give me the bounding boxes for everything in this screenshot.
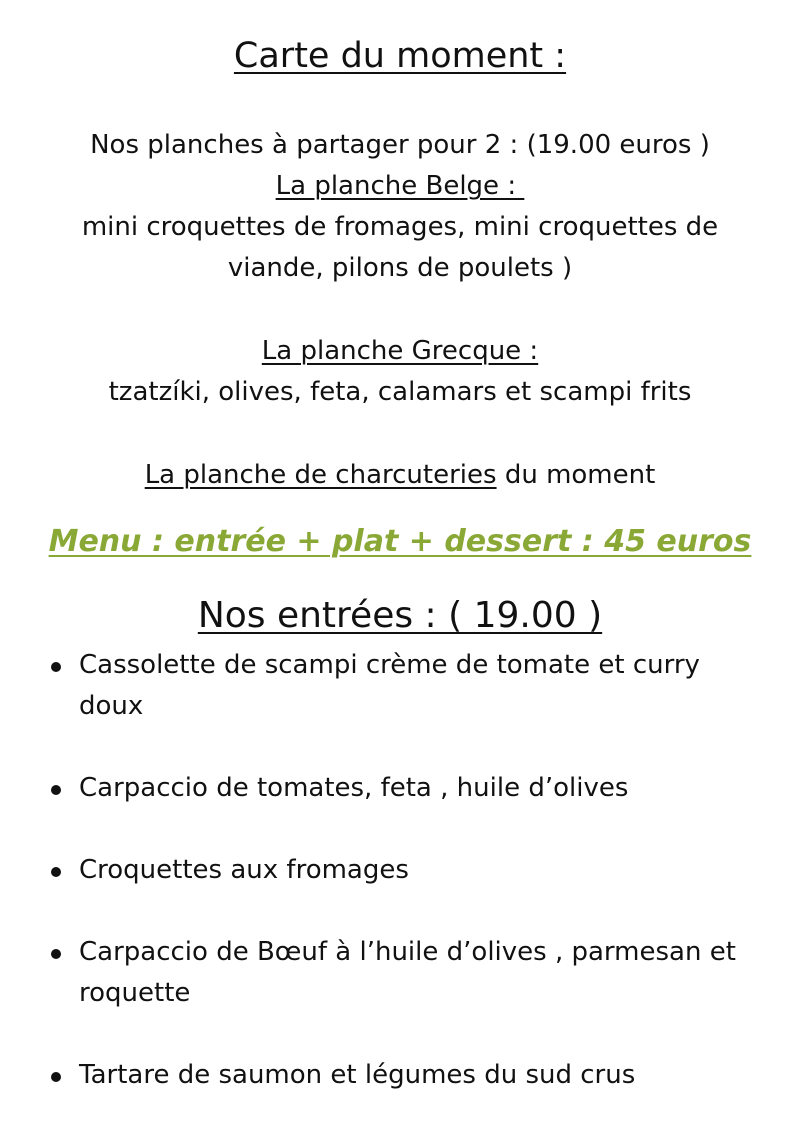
planche-charcuteries-name: La planche de charcuteries [144,460,497,490]
bullet-dot-icon [51,949,61,959]
menu-offer: Menu : entrée + plat + dessert : 45 euros [48,524,752,559]
list-item [0,645,800,727]
planche-belge-name: La planche Belge : [275,171,525,201]
list-item-line2: roquette [79,978,191,1008]
list-item [0,850,800,891]
planche-belge-desc-line1: mini croquettes de fromages, mini croquettes de [81,212,719,242]
list-item-line2: doux [79,691,144,721]
list-item-line1: Croquettes aux fromages [79,855,409,885]
list-item-line1: Tartare de saumon et légumes du sud crus [79,1060,636,1090]
list-item-line1: Carpaccio de Bœuf à l’huile d’olives , parmesan et [79,937,736,967]
bullet-dot-icon [51,662,61,672]
planche-grecque-desc: tzatzíki, olives, feta, calamars et scampi frits [108,377,692,407]
planche-charcuteries-line [0,455,800,496]
list-item [0,768,800,809]
planche-grecque-name: La planche Grecque : [261,336,539,366]
entrees-heading: Nos entrées : ( 19.00 ) [197,595,603,636]
bullet-dot-icon [51,785,61,795]
list-item [0,1055,800,1096]
planche-grecque-heading [0,331,800,372]
bullet-dot-icon [51,1072,61,1082]
planche-charcuteries-suffix: du moment [496,460,656,490]
planches-intro: Nos planches à partager pour 2 : (19.00 euros ) [90,130,710,160]
planche-belge-heading [0,166,800,207]
list-item-line1: Cassolette de scampi crème de tomate et curry [79,650,700,680]
list-item [0,932,800,1014]
planche-belge-desc-line2: viande, pilons de poulets ) [227,253,573,283]
bullet-dot-icon [51,867,61,877]
entrees-list [0,645,800,1137]
page-title: Carte du moment : [233,36,567,76]
list-item-line1: Carpaccio de tomates, feta , huile d’olives [79,773,629,803]
